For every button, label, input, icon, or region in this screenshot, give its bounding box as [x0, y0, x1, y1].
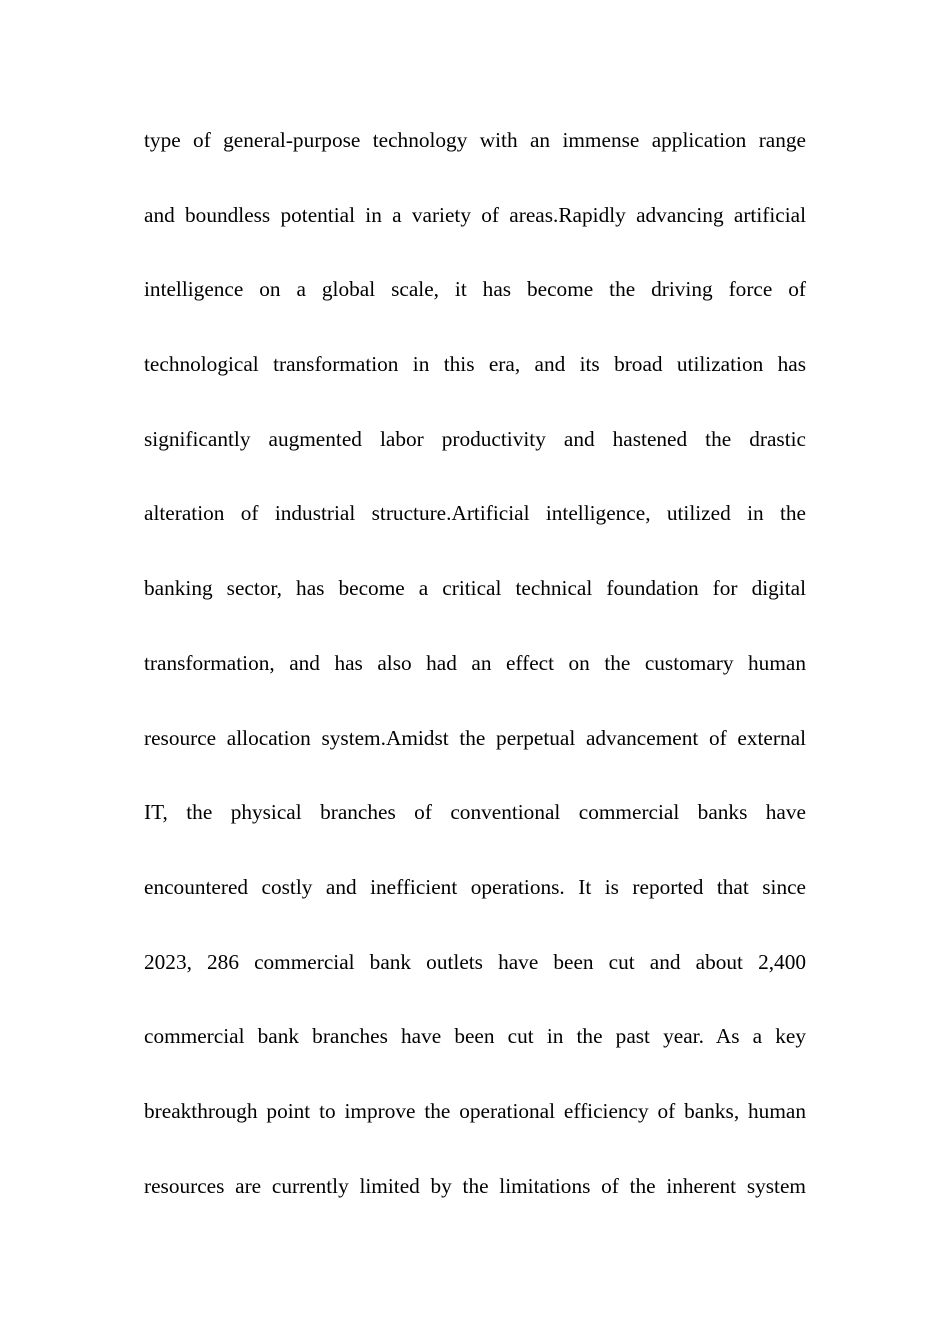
- text-line: encountered costly and inefficient operations. It is reported that since: [144, 874, 806, 899]
- text-line: alteration of industrial structure.Artificial intelligence, utilized in the: [144, 501, 806, 526]
- text-line: and boundless potential in a variety of areas.Rapidly advancing artificial: [144, 202, 806, 227]
- text-line: banking sector, has become a critical technical foundation for digital: [144, 576, 806, 601]
- text-line: transformation, and has also had an effect on the customary human: [144, 650, 806, 675]
- text-line: type of general-purpose technology with an immense application range: [144, 128, 806, 152]
- text-line: IT, the physical branches of conventional commercial banks have: [144, 800, 806, 825]
- text-line: resource allocation system.Amidst the perpetual advancement of external: [144, 725, 806, 750]
- text-line: technological transformation in this era, and its broad utilization has: [144, 352, 806, 377]
- text-line: resources are currently limited by the limitations of the inherent system: [144, 1173, 806, 1198]
- text-line: intelligence on a global scale, it has become the driving force of: [144, 277, 806, 302]
- text-line: breakthrough point to improve the operational efficiency of banks, human: [144, 1098, 806, 1123]
- text-line: commercial bank branches have been cut in the past year. As a key: [144, 1024, 806, 1049]
- body-paragraph: [144, 103, 806, 1223]
- text-line: 2023, 286 commercial bank outlets have been cut and about 2,400: [144, 949, 806, 974]
- text-line: significantly augmented labor productivity and hastened the drastic: [144, 426, 806, 451]
